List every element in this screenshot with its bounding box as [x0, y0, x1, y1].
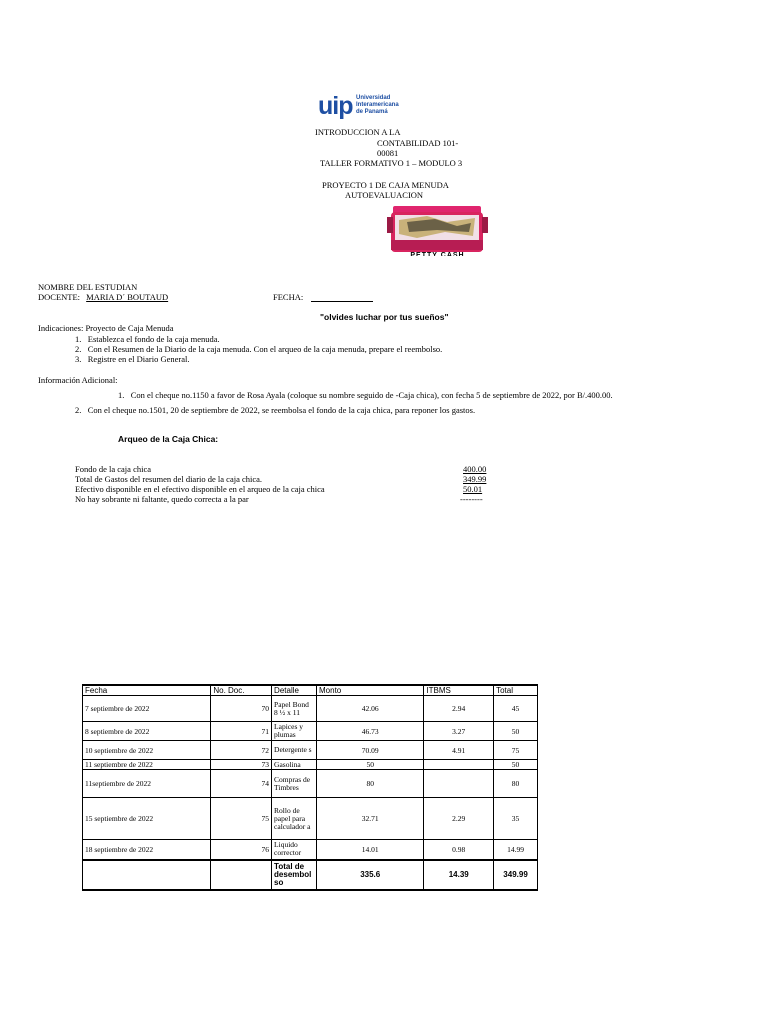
cell-monto: 42.06: [317, 696, 424, 722]
indicaciones-item-1: 1. Establezca el fondo de la caja menuda.: [75, 334, 220, 344]
arqueo-title: Arqueo de la Caja Chica:: [118, 434, 219, 444]
header-detalle: Detalle: [272, 685, 317, 696]
header-line-3: 00081: [377, 148, 399, 158]
cell-fecha: 11septiembre de 2022: [83, 770, 211, 798]
arqueo-label-4: No hay sobrante ni faltante, quedo correcta a la par: [75, 494, 249, 504]
cell-total: 14.99: [494, 840, 538, 860]
total-total: 349.99: [494, 860, 538, 890]
cell-total: 35: [494, 798, 538, 840]
info-item-1: 1. Con el cheque no.1150 a favor de Rosa Ayala (coloque su nombre seguido de -Caja chica), con fecha 5 de septiembre de 2022, por B/.400.00.: [118, 390, 613, 400]
arqueo-value-4: --------: [460, 494, 483, 504]
cell-monto: 50: [317, 760, 424, 770]
info-item-2: 2. Con el cheque no.1501, 20 de septiembre de 2022, se reembolsa el fondo de la caja chica, para reponer los gastos.: [75, 405, 476, 415]
header-line-2: CONTABILIDAD 101-: [377, 138, 459, 148]
cell-empty: [211, 860, 272, 890]
indicaciones-item-2: 2. Con el Resumen de la Diario de la caja menuda. Con el arqueo de la caja menuda, prepare el reembolso.: [75, 344, 443, 354]
cell-doc: 76: [211, 840, 272, 860]
info-title: Información Adicional:: [38, 375, 118, 385]
cell-total: 50: [494, 722, 538, 741]
total-label: Total de desembol so: [272, 860, 317, 890]
docente-label: DOCENTE:: [38, 292, 81, 302]
cell-itbms: 0.98: [424, 840, 494, 860]
cell-total: 80: [494, 770, 538, 798]
arqueo-value-1: 400.00: [463, 464, 487, 474]
motto: "olvides luchar por tus sueños": [320, 312, 449, 322]
header-itbms: ITBMS: [424, 685, 494, 696]
cell-doc: 72: [211, 741, 272, 760]
total-monto: 335.6: [317, 860, 424, 890]
cell-monto: 70.09: [317, 741, 424, 760]
cell-empty: [83, 860, 211, 890]
fecha-label: FECHA:: [273, 292, 304, 302]
cell-monto: 46.73: [317, 722, 424, 741]
cell-detalle: Papel Bond 8 ½ x 11: [272, 696, 317, 722]
cell-doc: 75: [211, 798, 272, 840]
cell-itbms: 2.94: [424, 696, 494, 722]
header-line-5: PROYECTO 1 DE CAJA MENUDA: [322, 180, 449, 190]
header-no-doc: No. Doc.: [211, 685, 272, 696]
header-total: Total: [494, 685, 538, 696]
table-row: [83, 840, 538, 860]
arqueo-value-2: 349.99: [463, 474, 487, 484]
cell-detalle: Lapices y plumas: [272, 722, 317, 741]
petty-cash-label: PETTY CASH: [410, 252, 465, 256]
cell-total: 45: [494, 696, 538, 722]
cell-fecha: 10 septiembre de 2022: [83, 741, 211, 760]
header-line-6: AUTOEVALUACION: [345, 190, 424, 200]
cell-fecha: 8 septiembre de 2022: [83, 722, 211, 741]
cell-detalle: Detergente s: [272, 741, 317, 760]
cell-doc: 71: [211, 722, 272, 741]
fecha-row: [273, 292, 373, 302]
cell-monto: 80: [317, 770, 424, 798]
cell-detalle: Rollo de papel para calculador a: [272, 798, 317, 840]
petty-cash-box-image: [387, 206, 488, 258]
table-row: [83, 770, 538, 798]
logo-mark: uip: [318, 92, 353, 120]
cell-fecha: 18 septiembre de 2022: [83, 840, 211, 860]
cell-itbms: 4.91: [424, 741, 494, 760]
header-line-4: TALLER FORMATIVO 1 – MODULO 3: [320, 158, 463, 168]
logo-text: [356, 95, 399, 116]
expenses-table: [82, 684, 538, 891]
cell-detalle: Compras de Timbres: [272, 770, 317, 798]
table-row: [83, 696, 538, 722]
arqueo-label-2: Total de Gastos del resumen del diario de la caja chica.: [75, 474, 263, 484]
table-row: [83, 722, 538, 741]
arqueo-value-3: 50.01: [463, 484, 483, 494]
cell-fecha: 15 septiembre de 2022: [83, 798, 211, 840]
arqueo-label-3: Efectivo disponible en el efectivo disponible en el arqueo de la caja chica: [75, 484, 325, 494]
logo-line-1: Universidad: [356, 95, 391, 101]
cell-detalle: Liquido corrector: [272, 840, 317, 860]
cell-itbms: [424, 770, 494, 798]
total-itbms: 14.39: [424, 860, 494, 890]
indicaciones-title: Indicaciones: Proyecto de Caja Menuda: [38, 323, 174, 333]
table-row: [83, 741, 538, 760]
logo-line-2: Interamericana: [356, 102, 399, 108]
header-fecha: Fecha: [83, 685, 211, 696]
fecha-input-line: [311, 293, 373, 302]
cell-itbms: 2.29: [424, 798, 494, 840]
cell-doc: 70: [211, 696, 272, 722]
docente-row: [38, 292, 168, 302]
cell-doc: 74: [211, 770, 272, 798]
university-logo: [318, 92, 408, 120]
table-header-row: [83, 685, 538, 696]
cell-monto: 14.01: [317, 840, 424, 860]
cell-fecha: 7 septiembre de 2022: [83, 696, 211, 722]
table-row: [83, 760, 538, 770]
logo-line-3: de Panamá: [356, 109, 388, 115]
cell-doc: 73: [211, 760, 272, 770]
student-name-label: NOMBRE DEL ESTUDIAN: [38, 282, 138, 292]
cell-itbms: [424, 760, 494, 770]
cell-itbms: 3.27: [424, 722, 494, 741]
arqueo-label-1: Fondo de la caja chica: [75, 464, 151, 474]
cell-total: 75: [494, 741, 538, 760]
table-total-row: [83, 860, 538, 890]
docente-value: MARIA D´ BOUTAUD: [86, 292, 169, 302]
cell-fecha: 11 septiembre de 2022: [83, 760, 211, 770]
cell-monto: 32.71: [317, 798, 424, 840]
indicaciones-item-3: 3. Registre en el Diario General.: [75, 354, 190, 364]
cell-detalle: Gasolina: [272, 760, 317, 770]
cell-total: 50: [494, 760, 538, 770]
header-line-1: INTRODUCCION A LA: [315, 127, 401, 137]
table-row: [83, 798, 538, 840]
header-monto: Monto: [317, 685, 424, 696]
